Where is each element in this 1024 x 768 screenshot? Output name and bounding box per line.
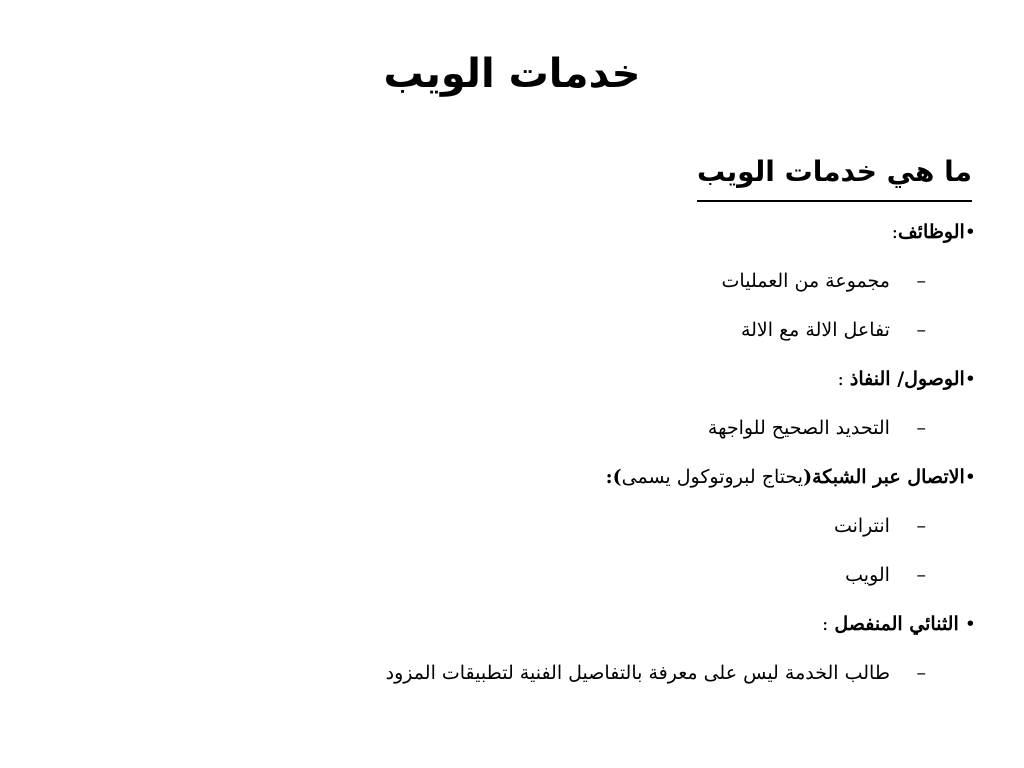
bullet-label-close: ): bbox=[605, 466, 622, 488]
bullet-functions bbox=[276, 208, 976, 257]
dash-marker: – bbox=[916, 515, 926, 537]
sub-item-operations bbox=[276, 257, 976, 306]
slide-subtitle: ما هي خدمات الويب bbox=[697, 148, 972, 202]
sub-item-web bbox=[276, 551, 976, 600]
bullet-decoupling bbox=[276, 600, 976, 649]
bullet-label: الوصول/ النفاذ bbox=[849, 368, 965, 390]
sub-item-machine-interaction bbox=[276, 306, 976, 355]
slide-title: خدمات الويب bbox=[383, 51, 641, 97]
bullet-label: الوظائف bbox=[898, 221, 965, 243]
bullet-text: : bbox=[821, 613, 835, 635]
sub-item-text: تفاعل الالة مع الالة bbox=[740, 319, 890, 341]
dash-marker: – bbox=[916, 270, 926, 292]
sub-item-requester bbox=[276, 649, 976, 698]
dash-marker: – bbox=[916, 662, 926, 684]
sub-item-text: انترانت bbox=[833, 515, 890, 537]
bullet-text: : bbox=[837, 368, 850, 390]
dash-marker: – bbox=[916, 564, 926, 586]
dash-marker: – bbox=[916, 319, 926, 341]
sub-item-intranet bbox=[276, 502, 976, 551]
sub-item-text: طالب الخدمة ليس على معرفة بالتفاصيل الفنية لتطبيقات المزود bbox=[385, 662, 890, 684]
bullet-marker: • bbox=[964, 466, 976, 488]
bullet-label: الاتصال عبر الشبكة( bbox=[803, 466, 965, 488]
bullet-marker: • bbox=[964, 368, 976, 390]
sub-item-text: الويب bbox=[845, 564, 890, 586]
sub-item-text: التحديد الصحيح للواجهة bbox=[707, 417, 890, 439]
bullet-network bbox=[276, 453, 976, 502]
bullet-text: يحتاج لبروتوكول يسمى bbox=[621, 466, 804, 488]
sub-item-text: مجموعة من العمليات bbox=[721, 270, 890, 292]
bullet-text: : bbox=[891, 221, 899, 243]
sub-item-interface bbox=[276, 404, 976, 453]
bullet-marker: • bbox=[958, 613, 976, 635]
bullet-access bbox=[276, 355, 976, 404]
bullet-marker: • bbox=[964, 221, 976, 243]
dash-marker: – bbox=[916, 417, 926, 439]
bullet-list bbox=[276, 208, 976, 698]
bullet-label: الثنائي المنفصل bbox=[834, 613, 959, 635]
